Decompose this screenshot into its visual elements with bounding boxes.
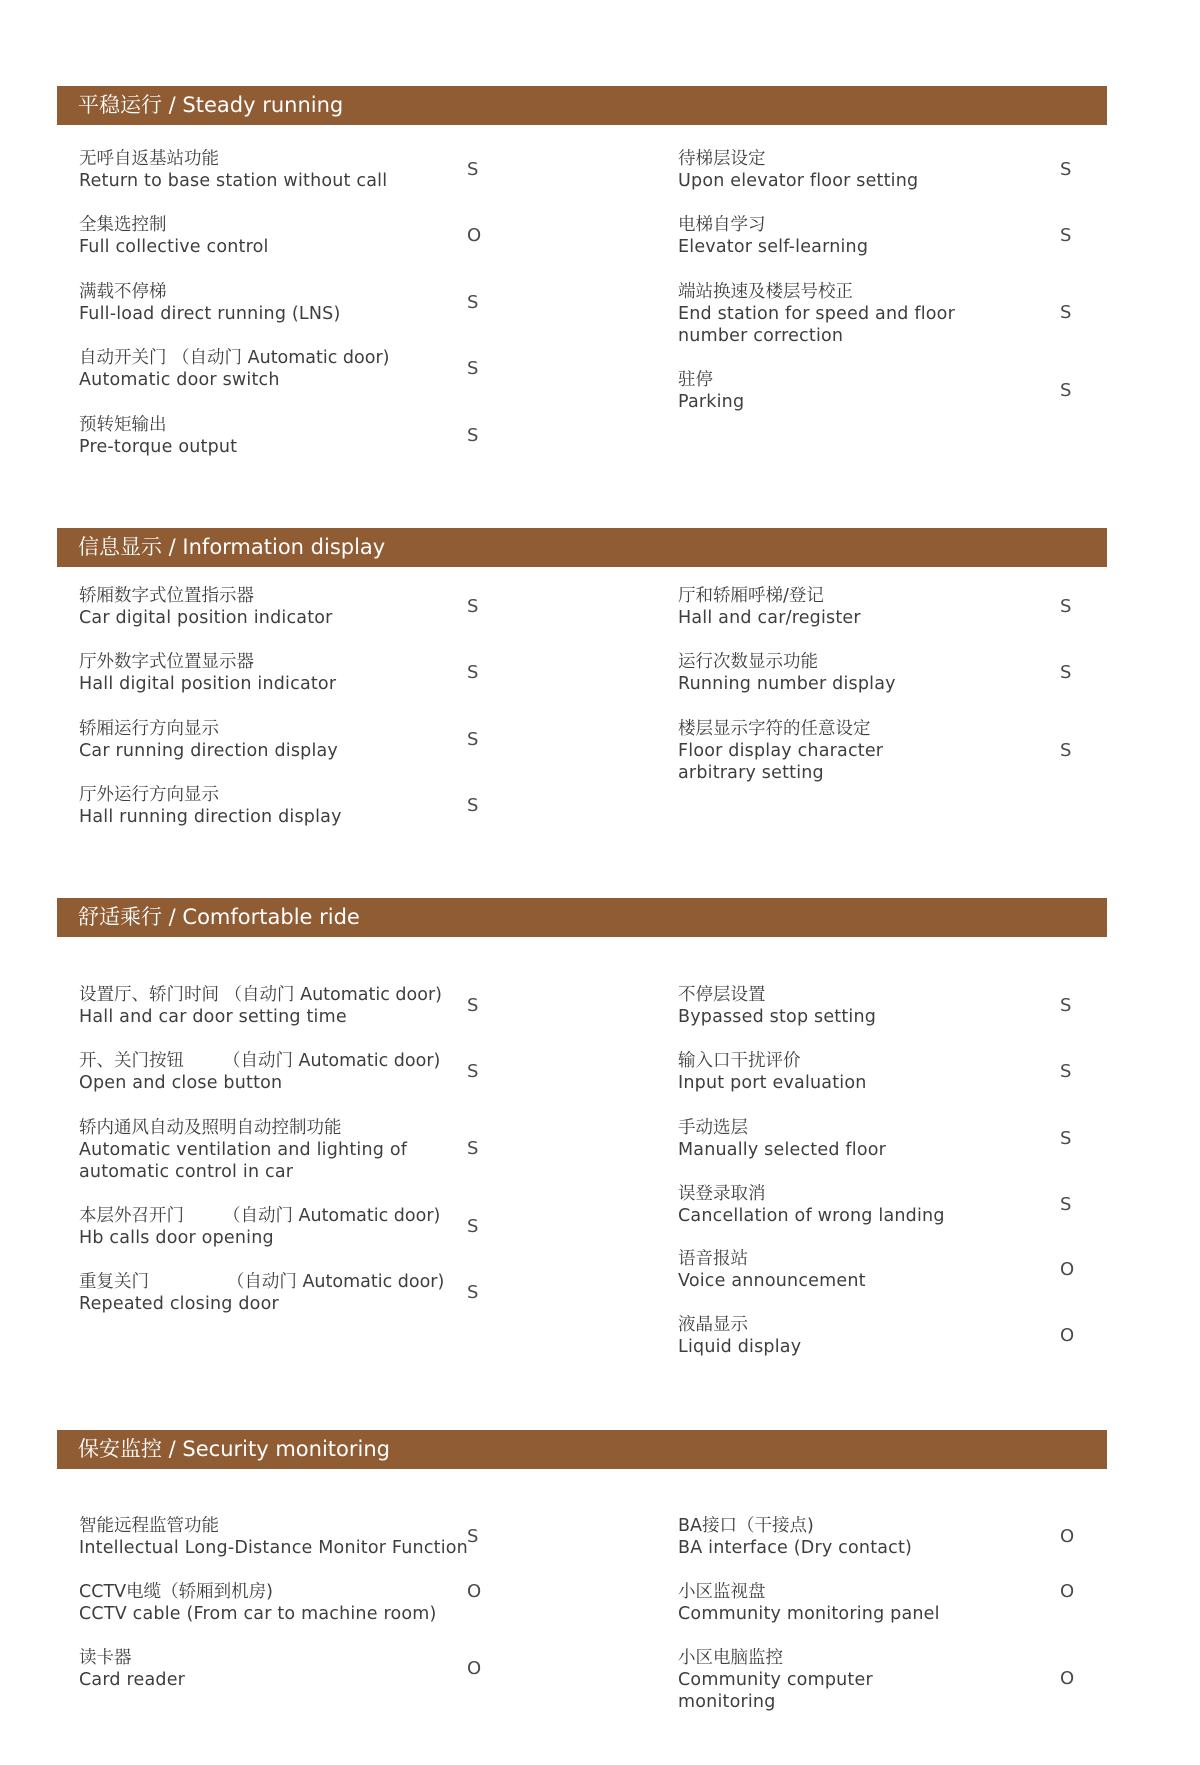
feature-item (79, 718, 338, 762)
feature-name-zh: 开、关门按钮 （自动门 Automatic door) (79, 1051, 441, 1071)
feature-item (678, 718, 883, 784)
feature-status: S (467, 596, 479, 617)
section-title: 舒适乘行 / Comfortable ride (78, 905, 360, 929)
feature-name-en: Car running direction display (79, 741, 338, 761)
feature-name-zh: 重复关门 （自动门 Automatic door) (79, 1272, 445, 1292)
feature-status: S (467, 795, 479, 816)
feature-name-en: Pre-torque output (79, 437, 238, 457)
feature-status: S (467, 729, 479, 750)
section-header-steady-running (57, 86, 1107, 125)
feature-status: S (1060, 1194, 1072, 1215)
feature-name-zh: 不停层设置 (678, 985, 766, 1005)
section-title: 保安监控 / Security monitoring (78, 1437, 390, 1461)
feature-name-zh: 待梯层设定 (678, 149, 766, 169)
feature-status: S (467, 1061, 479, 1082)
feature-name-en: Input port evaluation (678, 1073, 867, 1093)
feature-item (79, 1647, 185, 1691)
feature-name-zh: 轿内通风自动及照明自动控制功能 (79, 1118, 342, 1138)
section-header-comfortable-ride (57, 898, 1107, 937)
feature-name-zh: 输入口干扰评价 (678, 1051, 801, 1071)
feature-status: S (467, 292, 479, 313)
feature-name-en: Elevator self-learning (678, 237, 869, 257)
feature-item (678, 1647, 873, 1713)
feature-name-zh: 语音报站 (678, 1249, 748, 1269)
feature-name-zh: 无呼自返基站功能 (79, 149, 219, 169)
feature-name-en: Return to base station without call (79, 171, 388, 191)
feature-status: O (1060, 1668, 1075, 1689)
feature-status: O (1060, 1259, 1075, 1280)
feature-name-en: Hb calls door opening (79, 1228, 274, 1248)
feature-item (678, 984, 876, 1028)
feature-item (79, 414, 237, 458)
feature-name-zh: BA接口（干接点) (678, 1516, 814, 1536)
feature-name-en: Bypassed stop setting (678, 1007, 877, 1027)
feature-name-en: Hall and car/register (678, 608, 861, 628)
feature-name-zh: 全集选控制 (79, 215, 167, 235)
feature-status: S (467, 1282, 479, 1303)
feature-status: S (1060, 740, 1072, 761)
feature-name-zh: 驻停 (678, 370, 713, 390)
section-title: 信息显示 / Information display (78, 535, 386, 559)
feature-name-zh: 读卡器 (79, 1648, 132, 1668)
feature-name-zh: 液晶显示 (678, 1315, 748, 1335)
feature-name-zh: 轿厢数字式位置指示器 (79, 586, 254, 606)
feature-item (79, 1581, 437, 1625)
feature-item (678, 369, 744, 413)
feature-status: O (1060, 1526, 1075, 1547)
feature-name-zh: 厅和轿厢呼梯/登记 (678, 586, 824, 606)
feature-item (79, 984, 442, 1028)
feature-status: S (1060, 302, 1072, 323)
feature-item (79, 651, 336, 695)
feature-name-en-continued: number correction (678, 326, 844, 346)
feature-name-en: Floor display character (678, 741, 884, 761)
feature-item (79, 214, 269, 258)
section-header-information-display (57, 528, 1107, 567)
feature-name-en: CCTV cable (From car to machine room) (79, 1604, 437, 1624)
feature-name-zh: 楼层显示字符的任意设定 (678, 719, 871, 739)
feature-item (79, 1205, 440, 1249)
feature-status: O (1060, 1325, 1075, 1346)
feature-status: O (467, 1581, 482, 1602)
feature-status: S (467, 662, 479, 683)
feature-name-en: Card reader (79, 1670, 186, 1690)
feature-status: O (467, 1658, 482, 1679)
feature-name-en: Liquid display (678, 1337, 802, 1357)
feature-item (79, 1271, 444, 1315)
feature-name-zh: 满载不停梯 (79, 282, 167, 302)
feature-item (79, 347, 389, 391)
feature-name-en: Open and close button (79, 1073, 283, 1093)
feature-name-zh: 手动选层 (678, 1118, 748, 1138)
feature-item (79, 1050, 440, 1094)
feature-name-en-continued: monitoring (678, 1692, 776, 1712)
feature-item (79, 148, 387, 192)
feature-name-en: Repeated closing door (79, 1294, 279, 1314)
feature-name-en: Car digital position indicator (79, 608, 333, 628)
feature-name-en: Community monitoring panel (678, 1604, 940, 1624)
feature-item (79, 1515, 468, 1559)
feature-name-zh: 智能远程监管功能 (79, 1516, 219, 1536)
feature-name-zh: 设置厅、轿门时间 （自动门 Automatic door) (79, 985, 442, 1005)
feature-status: S (467, 358, 479, 379)
feature-status: S (1060, 1128, 1072, 1149)
feature-status: S (467, 1138, 479, 1159)
feature-status: S (467, 159, 479, 180)
feature-name-en: Cancellation of wrong landing (678, 1206, 945, 1226)
feature-item (79, 585, 333, 629)
feature-name-en: Parking (678, 392, 745, 412)
feature-item (678, 1183, 945, 1227)
feature-name-en: Automatic door switch (79, 370, 280, 390)
feature-name-en: End station for speed and floor (678, 304, 955, 324)
feature-name-en: Running number display (678, 674, 896, 694)
feature-status: O (1060, 1581, 1075, 1602)
feature-name-en: Automatic ventilation and lighting of (79, 1140, 408, 1160)
section-title: 平稳运行 / Steady running (78, 93, 344, 117)
feature-name-en: BA interface (Dry contact) (678, 1538, 913, 1558)
feature-name-en: Hall digital position indicator (79, 674, 337, 694)
feature-status: O (467, 225, 482, 246)
feature-name-zh: CCTV电缆（轿厢到机房) (79, 1582, 273, 1602)
feature-name-en: Voice announcement (678, 1271, 866, 1291)
feature-status: S (467, 995, 479, 1016)
feature-name-en: Manually selected floor (678, 1140, 887, 1160)
feature-status: S (467, 425, 479, 446)
feature-name-en: Full-load direct running (LNS) (79, 304, 341, 324)
feature-name-en: Community computer (678, 1670, 873, 1690)
feature-status: S (1060, 662, 1072, 683)
feature-item (678, 1248, 866, 1292)
feature-name-zh: 厅外数字式位置显示器 (79, 652, 254, 672)
feature-item (79, 784, 342, 828)
feature-item (678, 585, 861, 629)
feature-name-en-continued: arbitrary setting (678, 763, 824, 783)
feature-status: S (467, 1216, 479, 1237)
feature-name-en: Intellectual Long-Distance Monitor Function (79, 1538, 468, 1558)
feature-status: S (1060, 995, 1072, 1016)
section-header-security-monitoring (57, 1430, 1107, 1469)
feature-name-en: Full collective control (79, 237, 269, 257)
feature-name-zh: 运行次数显示功能 (678, 652, 818, 672)
feature-name-zh: 预转矩输出 (79, 415, 167, 435)
feature-status: S (467, 1526, 479, 1547)
feature-item (678, 148, 918, 192)
feature-item (678, 1117, 886, 1161)
feature-item (79, 281, 341, 325)
feature-status: S (1060, 1061, 1072, 1082)
feature-name-zh: 电梯自学习 (678, 215, 766, 235)
feature-name-en: Hall running direction display (79, 807, 342, 827)
feature-item (79, 1117, 407, 1183)
feature-name-zh: 厅外运行方向显示 (79, 785, 219, 805)
feature-item (678, 651, 896, 695)
feature-item (678, 214, 868, 258)
feature-status: S (1060, 596, 1072, 617)
feature-name-zh: 本层外召开门 （自动门 Automatic door) (79, 1206, 441, 1226)
feature-name-en-continued: automatic control in car (79, 1162, 294, 1182)
feature-item (678, 1581, 940, 1625)
feature-name-en: Hall and car door setting time (79, 1007, 347, 1027)
feature-item (678, 281, 955, 347)
feature-name-zh: 轿厢运行方向显示 (79, 719, 219, 739)
feature-status: S (1060, 225, 1072, 246)
feature-status: S (1060, 380, 1072, 401)
feature-item (678, 1314, 801, 1358)
feature-name-zh: 小区电脑监控 (678, 1648, 783, 1668)
feature-item (678, 1050, 867, 1094)
feature-status: S (1060, 159, 1072, 180)
feature-name-zh: 自动开关门 （自动门 Automatic door) (79, 348, 390, 368)
feature-name-zh: 误登录取消 (678, 1184, 766, 1204)
feature-name-zh: 小区监视盘 (678, 1582, 766, 1602)
feature-name-en: Upon elevator floor setting (678, 171, 919, 191)
feature-item (678, 1515, 912, 1559)
feature-name-zh: 端站换速及楼层号校正 (678, 282, 853, 302)
